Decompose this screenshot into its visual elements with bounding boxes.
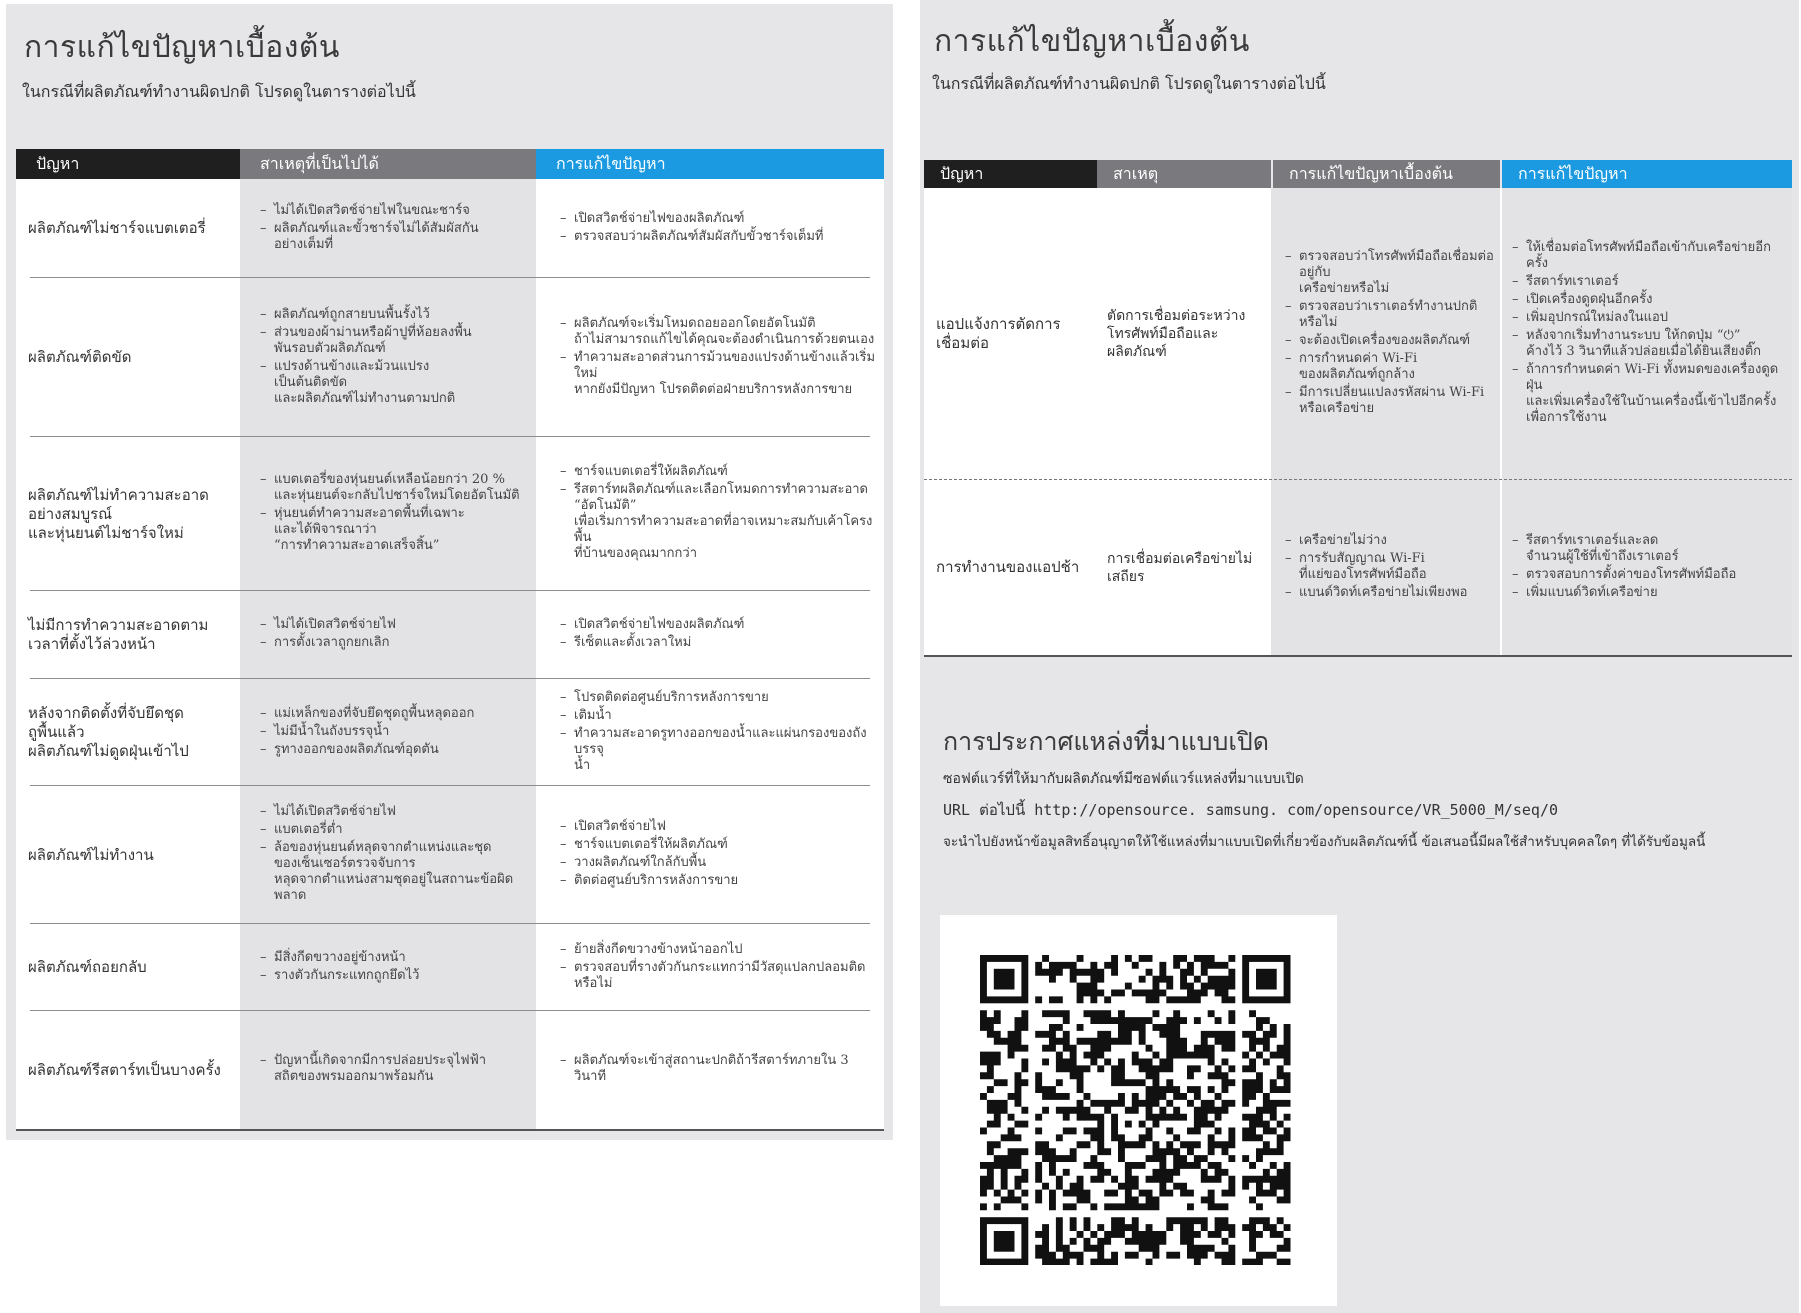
cause-item: – แบตเตอรี่ต่ำ [260, 822, 526, 838]
solution-item: – รีสตาร์ทเราเตอร์และลด จำนวนผู้ใช้ที่เข้าถึงเราเตอร์ [1512, 533, 1788, 565]
left-page [6, 4, 893, 1140]
header-cause: สาเหตุ [1097, 160, 1271, 188]
solution-cell [536, 316, 884, 400]
right-page [920, 0, 1799, 1313]
solution-item: – เปิดสวิตช์จ่ายไฟ [560, 819, 876, 835]
problem-cell: ไม่มีการทำความสะอาดตาม เวลาที่ตั้งไว้ล่วงหน้า [28, 616, 209, 653]
solution-item: – เปิดสวิตช์จ่ายไฟของผลิตภัณฑ์ [560, 617, 876, 633]
solution-item: – วางผลิตภัณฑ์ใกล้กับพื้น [560, 855, 876, 871]
qr-code [940, 915, 1337, 1306]
cause-cell [240, 950, 536, 986]
troubleshooting-table [16, 149, 884, 1131]
app-troubleshooting-table [924, 160, 1792, 657]
header-solution: การแก้ไขปัญหา [1500, 160, 1792, 188]
solution-item: – รีสตาร์ทเราเตอร์ [1512, 274, 1788, 290]
solution-item: – ทำความสะอาดรูทางออกของน้ำและแผ่นกรองของถังบรรจุ น้ำ [560, 726, 876, 774]
cause-item: – มีสิ่งกีดขวางอยู่ข้างหน้า [260, 950, 526, 966]
solution-item: – ผลิตภัณฑ์จะเข้าสู่สถานะปกติถ้ารีสตาร์ทภายใน 3 วินาที [560, 1053, 876, 1085]
solution-item: – ชาร์จแบตเตอรี่ให้ผลิตภัณฑ์ [560, 837, 876, 853]
table-row [924, 188, 1792, 480]
cause-item: – รางตัวกันกระแทกถูกยึดไว้ [260, 968, 526, 984]
solution-item: – ชาร์จแบตเตอรี่ให้ผลิตภัณฑ์ [560, 464, 876, 480]
solution-item: – เพิ่มแบนด์วิดท์เครือข่าย [1512, 585, 1788, 601]
table-bottom-rule [924, 655, 1792, 657]
table-row [924, 480, 1792, 655]
solution-item: – ติดต่อศูนย์บริการหลังการขาย [560, 873, 876, 889]
cause-cell [240, 706, 536, 760]
page-title: การแก้ไขปัญหาเบื้องต้น [934, 24, 1250, 59]
table-body [924, 188, 1792, 655]
basic-fix-item: – มีการเปลี่ยนแปลงรหัสผ่าน Wi-Fi หรือเครือข่าย [1285, 385, 1496, 417]
cause-item: – ไม่ได้เปิดสวิตช์จ่ายไฟ [260, 804, 526, 820]
problem-cell: ผลิตภัณฑ์รีสตาร์ทเป็นบางครั้ง [28, 1060, 221, 1079]
basic-fix-item: – การรับสัญญาณ Wi-Fi ที่แย่ของโทรศัพท์มือถือ [1285, 551, 1496, 583]
table-bottom-rule [16, 1129, 884, 1131]
header-solution: การแก้ไขปัญหา [536, 149, 884, 179]
cause-item: – ปัญหานี้เกิดจากมีการปล่อยประจุไฟฟ้า สถิตของพรมออกมาพร้อมกัน [260, 1053, 526, 1085]
solution-item: – หลังจากเริ่มทำงานระบบ ให้กดปุ่ม “⏻” ค้างไว้ 3 วินาทีแล้วปล่อยเมื่อได้ยินเสียงติ๊ก [1512, 328, 1788, 360]
cause-item: – ส่วนของผ้าม่านหรือผ้าปูที่ห้อยลงพื้น พันรอบตัวผลิตภัณฑ์ [260, 325, 526, 357]
open-source-line-3: จะนำไปยังหน้าข้อมูลสิทธิ์อนุญาตให้ใช้แหล่งที่มาแบบเปิดที่เกี่ยวข้องกับผลิตภัณฑ์นี้ ข้อเสนอนี้มีผลใช้สำหรับบุคคลใดๆ ที่ได้รับข้อมูลนี้ [943, 834, 1706, 850]
solution-cell [536, 690, 884, 776]
open-source-url: URL ต่อไปนี้ http://opensource. samsung. com/opensource/VR_5000_M/seq/0 [943, 801, 1559, 819]
cause-item: – หุ่นยนต์ทำความสะอาดพื้นที่เฉพาะ และได้พิจารณาว่า “การทำความสะอาดเสร็จสิ้น” [260, 506, 526, 554]
table-row [16, 591, 884, 679]
basic-fix-cell [1271, 533, 1500, 603]
solution-item: – โปรดติดต่อศูนย์บริการหลังการขาย [560, 690, 876, 706]
page-subtitle: ในกรณีที่ผลิตภัณฑ์ทำงานผิดปกติ โปรดดูในตารางต่อไปนี้ [932, 74, 1326, 93]
basic-fix-item: – เครือข่ายไม่ว่าง [1285, 533, 1496, 549]
basic-fix-item: – จะต้องเปิดเครื่องของผลิตภัณฑ์ [1285, 333, 1496, 349]
table-header [16, 149, 884, 179]
solution-cell [536, 942, 884, 994]
solution-item: – เติมน้ำ [560, 708, 876, 724]
solution-cell [536, 1053, 884, 1087]
solution-item: – ทำความสะอาดส่วนการม้วนของแปรงด้านข้างแล้วเริ่มใหม่ หากยังมีปัญหา โปรดติดต่อฝ่ายบริการหลังการขาย [560, 350, 876, 398]
problem-cell: ผลิตภัณฑ์ไม่ทำความสะอาด อย่างสมบูรณ์ และหุ่นยนต์ไม่ชาร์จใหม่ [28, 485, 209, 542]
table-row [16, 437, 884, 591]
solution-cell [536, 464, 884, 564]
cause-item: – ไม่ได้เปิดสวิตช์จ่ายไฟในขณะชาร์จ [260, 203, 526, 219]
problem-cell: ผลิตภัณฑ์ไม่ทำงาน [28, 845, 154, 864]
cause-cell [240, 472, 536, 556]
open-source-line-1: ซอฟต์แวร์ที่ให้มากับผลิตภัณฑ์มีซอฟต์แวร์แหล่งที่มาแบบเปิด [943, 771, 1304, 787]
solution-cell [536, 211, 884, 247]
header-problem: ปัญหา [16, 149, 240, 179]
cause-item: – แปรงด้านข้างและม้วนแปรง เป็นต้นติดขัด และผลิตภัณฑ์ไม่ทำงานตามปกติ [260, 359, 526, 407]
problem-cell: ผลิตภัณฑ์ถอยกลับ [28, 958, 147, 976]
cause-cell [240, 804, 536, 906]
cause-item: – ผลิตภัณฑ์ถูกสายบนพื้นรั้งไว้ [260, 307, 526, 323]
table-row [16, 924, 884, 1011]
basic-fix-item: – แบนด์วิดท์เครือข่ายไม่เพียงพอ [1285, 585, 1496, 601]
cause-cell [240, 307, 536, 409]
cause-item: – ล้อของหุ่นยนต์หลุดจากตำแหน่งและชุด ของเซ็นเซอร์ตรวจจับการ หลุดจากตำแหน่งสามชุดอยู่ในสถานะข้อผิดพลาด [260, 840, 526, 904]
solution-cell [1500, 240, 1792, 428]
table-row [16, 278, 884, 437]
basic-fix-cell [1271, 249, 1500, 419]
solution-item: – รีสตาร์ทผลิตภัณฑ์และเลือกโหมดการทำความสะอาด “อัตโนมัติ” เพื่อเริ่มการทำความสะอาดที่อาจเหมาะสมกับเค้าโครงพื้น ที่บ้านของคุณมากกว่า [560, 482, 876, 562]
problem-cell: ผลิตภัณฑ์ติดขัด [28, 348, 132, 366]
solution-cell [1500, 533, 1792, 603]
cause-item: – แบตเตอรี่ของหุ่นยนต์เหลือน้อยกว่า 20 % และหุ่นยนต์จะกลับไปชาร์จใหม่โดยอัตโนมัติ [260, 472, 526, 504]
solution-item: – ตรวจสอบที่รางตัวกันกระแทกว่ามีวัสดุแปลกปลอมติดหรือไม่ [560, 960, 876, 992]
solution-item: – ถ้าการกำหนดค่า Wi-Fi ทั้งหมดของเครื่องดูดฝุ่น และเพิ่มเครื่องใช้ในบ้านเครื่องนี้เข้าไปอีกครั้ง เพื่อการใช้งาน [1512, 362, 1788, 426]
cause-item: – ผลิตภัณฑ์และขั้วชาร์จไม่ได้สัมผัสกัน อย่างเต็มที่ [260, 221, 526, 253]
cause-item: – ไม่ได้เปิดสวิตช์จ่ายไฟ [260, 617, 526, 633]
solution-item: – ให้เชื่อมต่อโทรศัพท์มือถือเข้ากับเครือข่ายอีก ครั้ง [1512, 240, 1788, 272]
page-title: การแก้ไขปัญหาเบื้องต้น [24, 30, 340, 65]
table-row [16, 679, 884, 786]
cause-item: – รูทางออกของผลิตภัณฑ์อุดตัน [260, 742, 526, 758]
problem-cell: การทำงานของแอปช้า [936, 558, 1080, 576]
cause-cell: การเชื่อมต่อเครือข่ายไม่เสถียร [1107, 550, 1253, 585]
cause-cell [240, 1053, 536, 1087]
solution-item: – เปิดสวิตช์จ่ายไฟของผลิตภัณฑ์ [560, 211, 876, 227]
cause-item: – การตั้งเวลาถูกยกเลิก [260, 635, 526, 651]
solution-item: – รีเซ็ตและตั้งเวลาใหม่ [560, 635, 876, 651]
basic-fix-item: – การกำหนดค่า Wi-Fi ของผลิตภัณฑ์ถูกล้าง [1285, 351, 1496, 383]
header-problem: ปัญหา [924, 160, 1097, 188]
solution-item: – ตรวจสอบการตั้งค่าของโทรศัพท์มือถือ [1512, 567, 1788, 583]
solution-cell [536, 617, 884, 653]
basic-fix-item: – ตรวจสอบว่าโทรศัพท์มือถือเชื่อมต่ออยู่กับ เครือข่ายหรือไม่ [1285, 249, 1496, 297]
table-header [924, 160, 1792, 188]
basic-fix-item: – ตรวจสอบว่าเราเตอร์ทำงานปกติหรือไม่ [1285, 299, 1496, 331]
open-source-heading: การประกาศแหล่งที่มาแบบเปิด [943, 727, 1269, 756]
cause-cell [240, 203, 536, 255]
problem-cell: แอปแจ้งการตัดการ เชื่อมต่อ [936, 315, 1061, 352]
table-row [16, 1011, 884, 1129]
solution-item: – ย้ายสิ่งกีดขวางข้างหน้าออกไป [560, 942, 876, 958]
qr-code-image [980, 955, 1293, 1265]
cause-item: – แม่เหล็กของที่จับยึดชุดถูพื้นหลุดออก [260, 706, 526, 722]
header-cause: สาเหตุที่เป็นไปได้ [240, 149, 536, 179]
solution-cell [536, 819, 884, 891]
problem-cell: หลังจากติดตั้งที่จับยึดชุด ถูพื้นแล้ว ผลิตภัณฑ์ไม่ดูดฝุ่นเข้าไป [28, 704, 189, 760]
table-row [16, 786, 884, 924]
cause-cell: ตัดการเชื่อมต่อระหว่าง โทรศัพท์มือถือและผลิตภัณฑ์ [1107, 308, 1246, 360]
cause-cell [240, 617, 536, 653]
table-row [16, 179, 884, 278]
solution-item: – ตรวจสอบว่าผลิตภัณฑ์สัมผัสกับขั้วชาร์จเต็มที่ [560, 229, 876, 245]
page-subtitle: ในกรณีที่ผลิตภัณฑ์ทำงานผิดปกติ โปรดดูในตารางต่อไปนี้ [22, 82, 416, 101]
header-basic: การแก้ไขปัญหาเบื้องต้น [1271, 160, 1500, 188]
problem-cell: ผลิตภัณฑ์ไม่ชาร์จแบตเตอรี่ [28, 219, 206, 237]
table-body [16, 179, 884, 1129]
solution-item: – เปิดเครื่องดูดฝุ่นอีกครั้ง [1512, 292, 1788, 308]
cause-item: – ไม่มีน้ำในถังบรรจุน้ำ [260, 724, 526, 740]
solution-item: – เพิ่มอุปกรณ์ใหม่ลงในแอป [1512, 310, 1788, 326]
solution-item: – ผลิตภัณฑ์จะเริ่มโหมดถอยออกโดยอัตโนมัติ ถ้าไม่สามารถแก้ไขได้คุณจะต้องดำเนินการด้วยตนเอง [560, 316, 876, 348]
